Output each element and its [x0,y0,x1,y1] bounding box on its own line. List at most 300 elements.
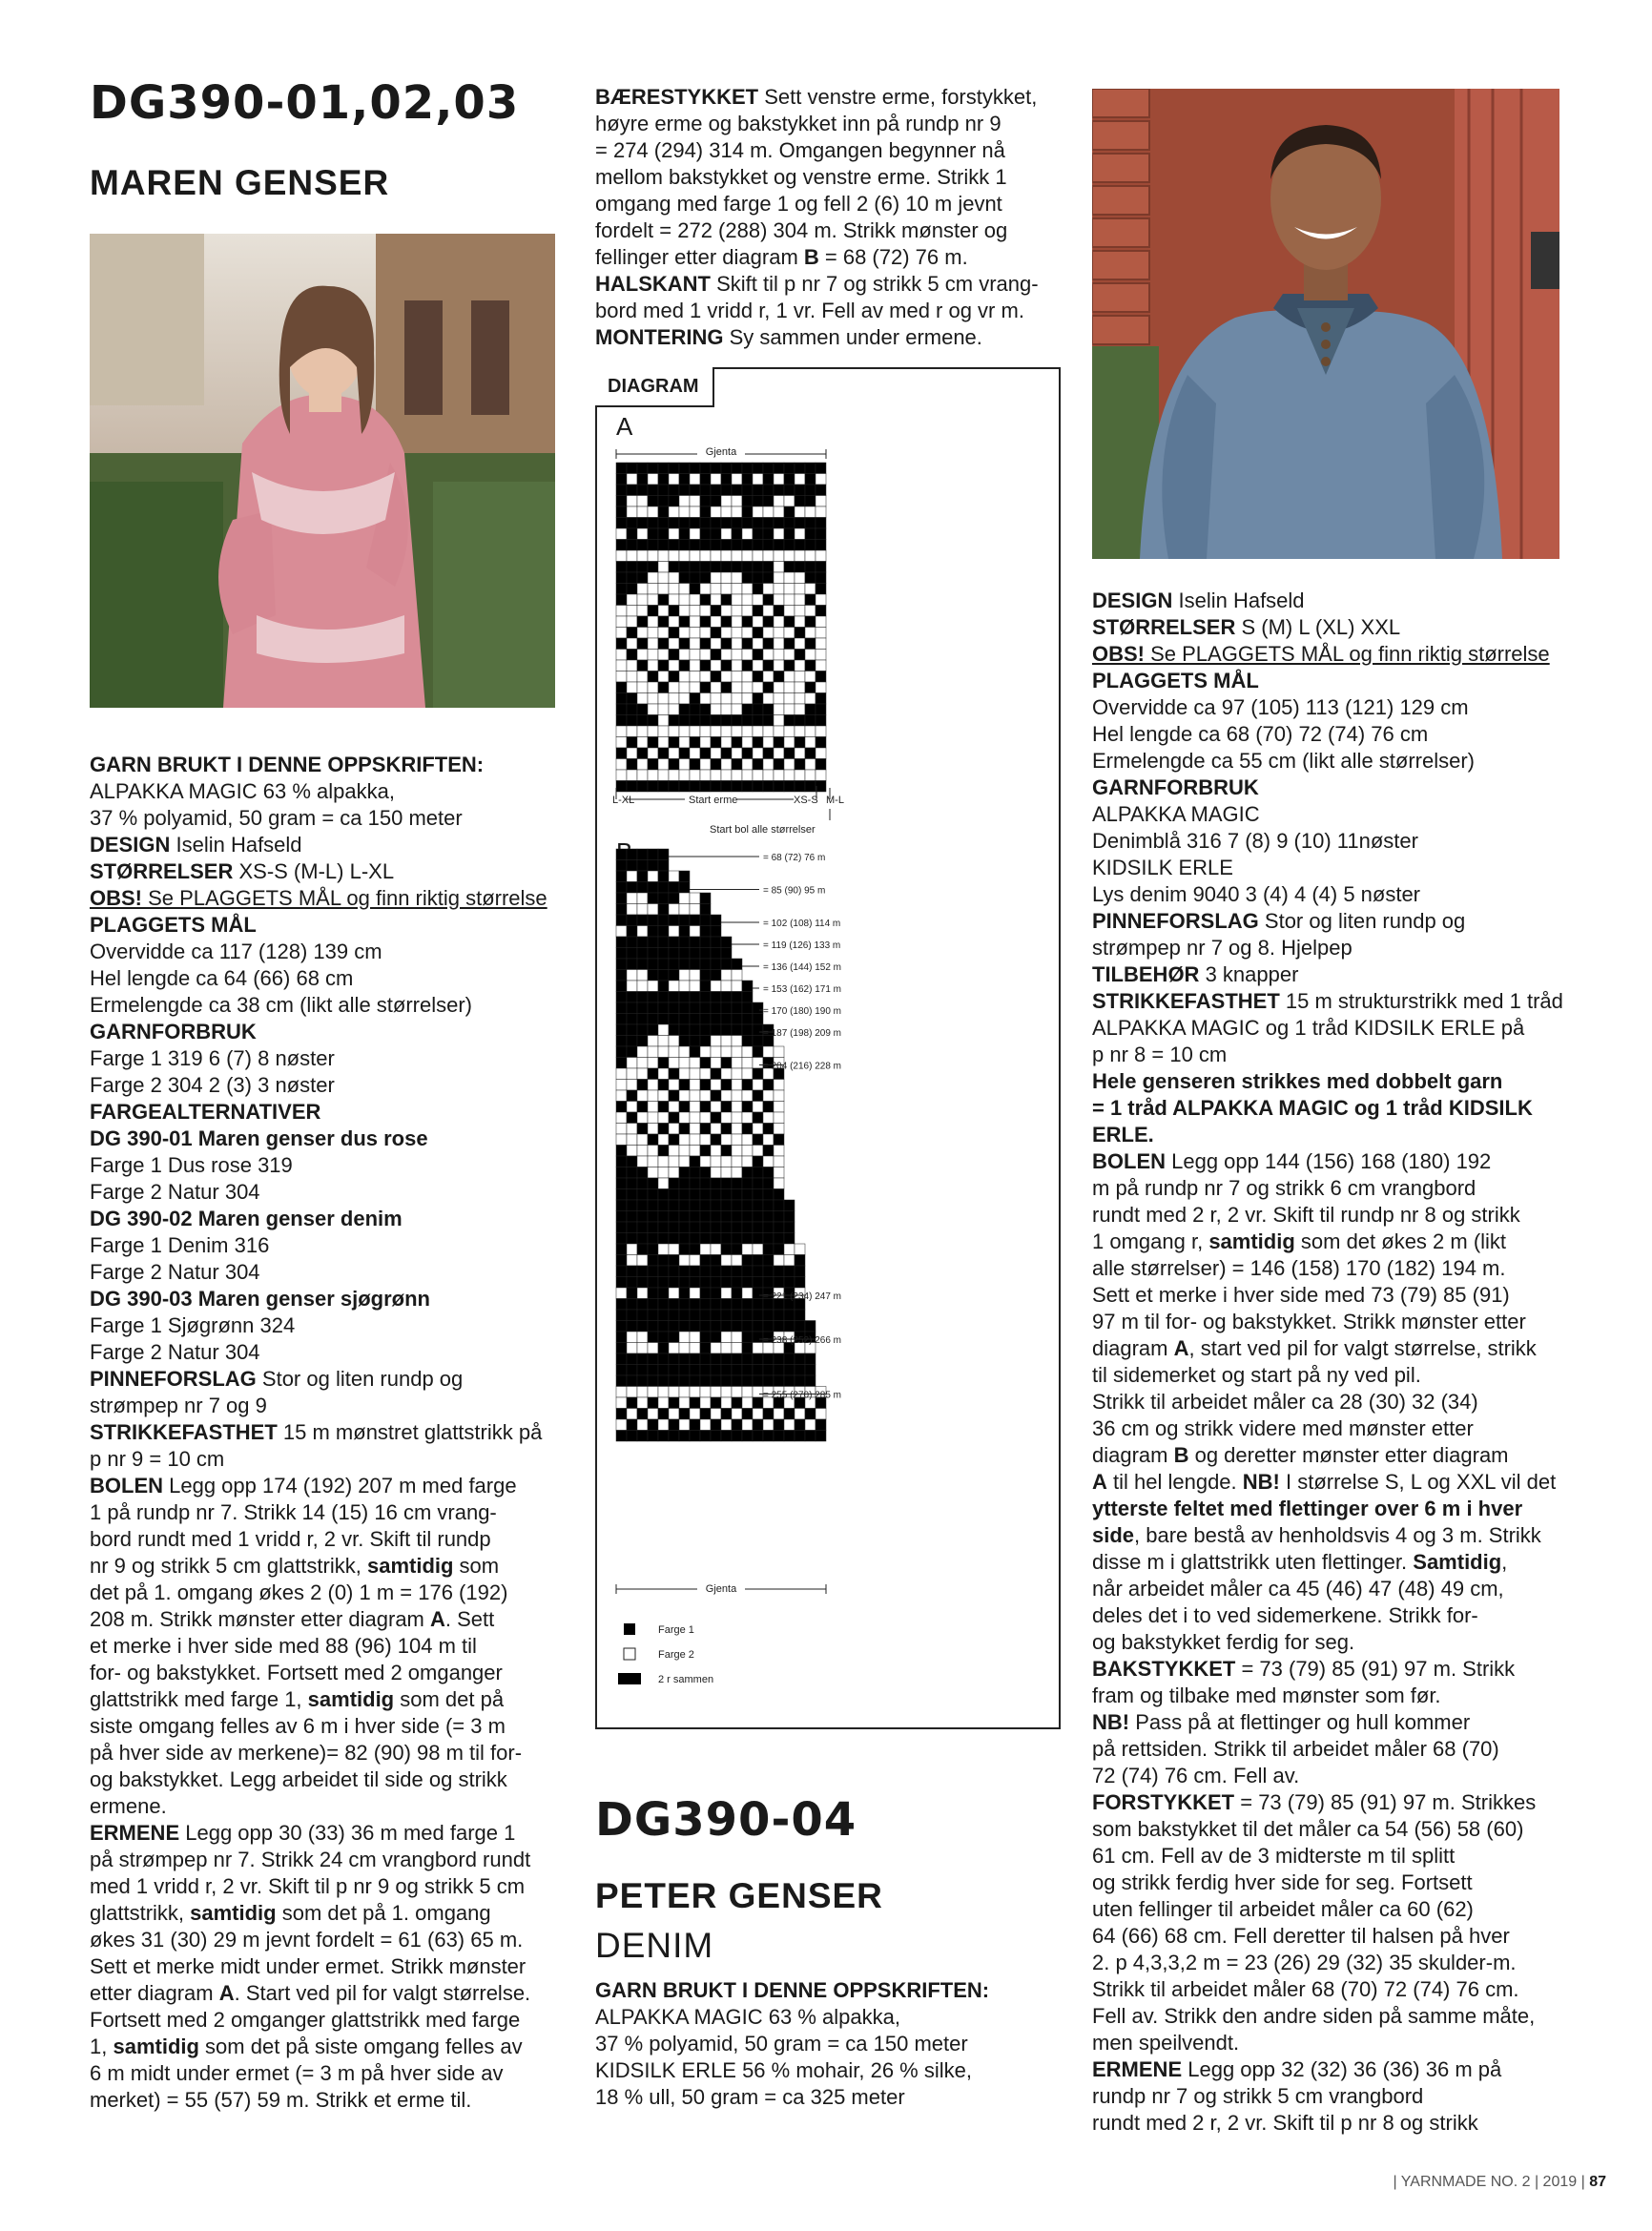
text-line: Lys denim 9040 3 (4) 4 (4) 5 nøster [1092,882,1421,906]
text-line: Denimblå 316 7 (8) 9 (10) 11nøster [1092,829,1418,853]
chart-cell [627,1024,637,1036]
chart-cell [753,1124,763,1135]
chart-cell [658,1431,669,1442]
chart-cell [648,584,658,595]
chart-cell [711,638,721,650]
chart-cell [637,1036,648,1047]
chart-cell [679,781,690,793]
chart-cell [637,506,648,518]
chart-cell [721,1134,732,1146]
chart-cell [753,1365,763,1376]
chart-cell [742,682,753,693]
chart-cell [732,1134,742,1146]
chart-cell [616,948,627,960]
chart-cell [774,1167,784,1179]
chart-cell [742,1431,753,1442]
text-line: diagram B og deretter mønster etter diagram [1092,1443,1509,1467]
chart-cell [658,584,669,595]
text-line: = 274 (294) 314 m. Omgangen begynner nå [595,138,1005,162]
chart-cell [648,1068,658,1080]
start-body: Start bol alle størrelser [710,824,816,836]
chart-cell [616,770,627,781]
chart-cell [690,1124,700,1135]
chart-cell [690,759,700,771]
chart-cell [690,463,700,474]
chart-cell [742,1134,753,1146]
chart-cell [742,1288,753,1299]
chart-cell [637,1102,648,1113]
chart-cell [753,1058,763,1069]
chart-cell [690,893,700,904]
chart-cell [690,948,700,960]
text-line: det på 1. omgang økes 2 (0) 1 m = 176 (192) [90,1580,508,1604]
chart-cell [669,1375,679,1387]
chart-cell [753,1266,763,1277]
chart-cell [637,638,648,650]
chart-cell [637,1310,648,1321]
chart-cell [637,1058,648,1069]
chart-cell [648,1222,658,1233]
chart-cell [658,1419,669,1431]
chart-cell [637,1233,648,1245]
chart-cell [816,671,826,683]
chart-cell [805,1353,816,1365]
chart-cell [648,1200,658,1211]
chart-cell [795,540,805,551]
chart-cell [637,550,648,562]
chart-cell [774,628,784,639]
text-line: ERMENE Legg opp 32 (32) 36 (36) 36 m på [1092,2057,1502,2081]
text-line: Strikk til arbeidet måler 68 (70) 72 (74) 76 cm. [1092,1977,1519,2001]
chart-cell [648,759,658,771]
chart-cell [669,474,679,485]
chart-cell [658,1134,669,1146]
chart-cell [669,1102,679,1113]
chart-cell [658,1343,669,1354]
chart-cell [700,1375,711,1387]
chart-cell [774,1124,784,1135]
chart-cell [711,671,721,683]
chart-cell [805,518,816,529]
chart-cell [711,616,721,628]
chart-cell [637,759,648,771]
chart-cell [616,937,627,948]
chart-cell [669,1397,679,1409]
chart-cell [669,1124,679,1135]
chart-cell [648,882,658,894]
chart-cell [742,1124,753,1135]
chart-cell [753,1299,763,1311]
text-line: uten fellinger til arbeidet måler ca 60 (62) [1092,1897,1474,1921]
chart-cell [658,1036,669,1047]
chart-cell [711,1200,721,1211]
chart-cell [774,506,784,518]
chart-cell [774,748,784,759]
chart-cell [700,1024,711,1036]
chart-cell [658,871,669,882]
chart-cell [627,893,637,904]
chart-cell [690,562,700,573]
chart-cell [669,1365,679,1376]
chart-cell [648,682,658,693]
chart-cell [753,616,763,628]
chart-cell [648,1321,658,1332]
chart-cell [669,485,679,496]
chart-cell [637,1255,648,1267]
text-line: 61 cm. Fell av de 3 midterste m til splitt [1092,1844,1456,1868]
chart-cell [616,463,627,474]
chart-cell [711,474,721,485]
chart-cell [690,1024,700,1036]
chart-cell [669,496,679,507]
chart-cell [774,1178,784,1189]
decrease-label: = 221 (234) 247 m [763,1291,841,1302]
chart-cell [721,1299,732,1311]
chart-cell [721,1124,732,1135]
chart-cell [742,1222,753,1233]
chart-cell [679,1365,690,1376]
chart-cell [616,904,627,916]
chart-cell [658,1090,669,1102]
chart-cell [700,1058,711,1069]
chart-cell [732,1332,742,1343]
chart-cell [648,904,658,916]
chart-cell [753,1146,763,1157]
text-line: Hel lengde ca 68 (70) 72 (74) 76 cm [1092,722,1429,746]
chart-cell [616,1178,627,1189]
chart-cell [732,1397,742,1409]
chart-cell [637,1244,648,1255]
chart-cell [627,1134,637,1146]
chart-cell [658,1288,669,1299]
chart-cell [690,1266,700,1277]
chart-cell [721,572,732,584]
chart-cell [742,1036,753,1047]
chart-cell [763,1189,774,1201]
text-line: disse m i glattstrikk uten flettinger. Samtidig, [1092,1550,1508,1574]
chart-cell [774,528,784,540]
chart-cell [648,594,658,606]
chart-cell [732,737,742,749]
chart-cell [721,1255,732,1267]
chart-cell [637,1431,648,1442]
chart-cell [763,518,774,529]
chart-cell [669,1024,679,1036]
text-line: 208 m. Strikk mønster etter diagram A. Sett [90,1607,495,1631]
chart-cell [700,474,711,485]
chart-cell [627,992,637,1003]
chart-cell [721,1014,732,1025]
chart-cell [700,1200,711,1211]
chart-cell [742,616,753,628]
chart-cell [700,1080,711,1091]
chart-cell [784,1266,795,1277]
chart-cell [753,1244,763,1255]
chart-cell [805,650,816,661]
chart-cell [637,1397,648,1409]
chart-cell [742,1112,753,1124]
chart-cell [774,540,784,551]
chart-cell [679,1156,690,1167]
chart-cell [742,1409,753,1420]
chart-cell [658,970,669,981]
chart-cell [784,1211,795,1223]
chart-cell [732,682,742,693]
chart-cell [774,1375,784,1387]
chart-cell [637,628,648,639]
chart-cell [753,1222,763,1233]
chart-cell [700,1431,711,1442]
chart-cell [721,1409,732,1420]
chart-cell [753,1090,763,1102]
chart-cell [784,540,795,551]
chart-cell [742,1102,753,1113]
chart-cell [732,1233,742,1245]
chart-cell [742,1211,753,1223]
peter-pattern-text [1092,588,1569,2137]
chart-cell [795,628,805,639]
chart-cell [627,904,637,916]
chart-cell [711,540,721,551]
chart-cell [637,693,648,705]
chart-cell [700,948,711,960]
text-line: til sidemerket og start på ny ved pil. [1092,1363,1421,1387]
chart-cell [690,638,700,650]
chart-cell [690,1014,700,1025]
chart-cell [700,1090,711,1102]
chart-cell [690,715,700,727]
chart-cell [637,948,648,960]
chart-cell [627,518,637,529]
chart-cell [627,1080,637,1091]
chart-cell [721,628,732,639]
chart-cell [700,937,711,948]
chart-cell [816,1431,826,1442]
chart-cell [711,682,721,693]
chart-cell [616,540,627,551]
chart-cell [721,937,732,948]
chart-cell [774,1200,784,1211]
chart-cell [637,1156,648,1167]
chart-cell [700,748,711,759]
chart-cell [721,1310,732,1321]
chart-cell [795,682,805,693]
text-line: Farge 1 Denim 316 [90,1233,270,1257]
chart-cell [711,1046,721,1058]
chart-cell [648,1365,658,1376]
chart-cell [658,628,669,639]
chart-cell [805,506,816,518]
chart-cell [805,693,816,705]
chart-cell [795,715,805,727]
chart-cell [658,715,669,727]
chart-cell [774,616,784,628]
pattern-name: MAREN GENSER [90,163,390,202]
chart-cell [669,594,679,606]
chart-cell [816,693,826,705]
chart-cell [690,628,700,639]
chart-cell [669,1134,679,1146]
chart-cell [700,1332,711,1343]
chart-cell [648,959,658,970]
chart-cell [679,1124,690,1135]
chart-cell [658,1299,669,1311]
chart-cell [742,759,753,771]
chart-cell [637,1112,648,1124]
chart-cell [637,562,648,573]
text-line: strømpep nr 7 og 9 [90,1394,267,1417]
text-line: GARNFORBRUK [1092,775,1259,799]
chart-cell [658,781,669,793]
chart-cell [774,463,784,474]
chart-cell [742,485,753,496]
chart-cell [637,959,648,970]
chart-cell [637,1288,648,1299]
chart-cell [658,904,669,916]
chart-cell [700,671,711,683]
chart-cell [648,1178,658,1189]
chart-cell [669,1353,679,1365]
text-line: Overvidde ca 117 (128) 139 cm [90,940,382,963]
chart-cell [627,474,637,485]
chart-cell [690,1409,700,1420]
chart-cell [616,959,627,970]
chart-cell [616,1024,627,1036]
text-line: glattstrikk, samtidig som det på 1. omgang [90,1901,491,1925]
chart-cell [700,1036,711,1047]
chart-cell [711,1167,721,1179]
chart-cell [763,1277,774,1289]
text-line: omgang med farge 1 og fell 2 (6) 10 m jevnt [595,192,1002,216]
chart-cell [616,1332,627,1343]
chart-cell [721,1068,732,1080]
chart-cell [742,981,753,992]
chart-cell [700,628,711,639]
chart-cell [616,1375,627,1387]
chart-cell [721,550,732,562]
chart-cell [690,1167,700,1179]
chart-cell [732,1277,742,1289]
chart-cell [753,562,763,573]
chart-cell [679,1266,690,1277]
chart-cell [669,1146,679,1157]
chart-cell [669,584,679,595]
chart-cell [658,1146,669,1157]
chart-cell [627,693,637,705]
text-line: 1, samtidig som det på siste omgang felles av [90,2035,523,2058]
chart-cell [648,871,658,882]
chart-cell [679,1353,690,1365]
chart-cell [679,1277,690,1289]
chart-cell [648,770,658,781]
chart-cell [763,594,774,606]
chart-cell [679,1014,690,1025]
chart-cell [658,528,669,540]
chart-cell [805,671,816,683]
chart-cell [648,1090,658,1102]
chart-cell [795,704,805,715]
chart-cell [648,948,658,960]
chart-cell [637,584,648,595]
chart-cell [679,1244,690,1255]
chart-cell [742,638,753,650]
chart-cell [721,496,732,507]
chart-cell [690,550,700,562]
chart-cell [669,882,679,894]
chart-cell [679,1134,690,1146]
chart-cell [658,1046,669,1058]
chart-cell [721,970,732,981]
chart-cell [721,1397,732,1409]
chart-cell [616,1397,627,1409]
decrease-label: = 170 (180) 190 m [763,1006,841,1017]
chart-cell [753,660,763,671]
chart-cell [805,584,816,595]
chart-legend [618,1623,713,1685]
chart-cell [700,737,711,749]
chart-cell [690,937,700,948]
chart-cell [637,1134,648,1146]
chart-cell [700,1156,711,1167]
chart-cell [742,1014,753,1025]
text-line: 1 på rundp nr 7. Strikk 14 (15) 16 cm vrang- [90,1500,497,1524]
chart-cell [711,726,721,737]
chart-cell [774,1233,784,1245]
chart-cell [795,1419,805,1431]
chart-cell [721,704,732,715]
text-line: ALPAKKA MAGIC og 1 tråd KIDSILK ERLE på [1092,1016,1525,1040]
chart-cell [690,1277,700,1289]
text-line: DG 390-03 Maren genser sjøgrønn [90,1287,430,1311]
chart-cell [627,1310,637,1321]
chart-cell [742,1397,753,1409]
chart-cell [816,726,826,737]
chart-cell [679,704,690,715]
chart-cell [742,1266,753,1277]
chart-cell [763,1244,774,1255]
decrease-label: = 85 (90) 95 m [763,885,826,897]
chart-cell [679,638,690,650]
chart-cell [616,1353,627,1365]
chart-cell [637,981,648,992]
chart-cell [816,562,826,573]
chart-cell [669,715,679,727]
page-footer [1393,2174,1606,2191]
chart-cell [742,1310,753,1321]
peter-name: PETER GENSER [595,1876,883,1915]
chart-cell [616,1112,627,1124]
chart-cell [763,704,774,715]
text-line: side, bare bestå av henholdsvis 4 og 3 m. Strikk [1092,1523,1541,1547]
chart-cell [721,1112,732,1124]
chart-cell [816,715,826,727]
text-line: 37 % polyamid, 50 gram = ca 150 meter [90,806,463,830]
chart-cell [616,781,627,793]
chart-cell [774,770,784,781]
chart-cell [627,1244,637,1255]
chart-cell [721,759,732,771]
chart-cell [753,1375,763,1387]
chart-cell [616,726,627,737]
chart-b-grid [616,849,826,1441]
chart-cell [637,1146,648,1157]
chart-cell [753,1409,763,1420]
chart-cell [721,474,732,485]
chart-cell [742,1178,753,1189]
chart-cell [616,1211,627,1223]
text-line: som bakstykket til det måler ca 54 (56) 58 (60) [1092,1817,1524,1841]
chart-cell [616,628,627,639]
